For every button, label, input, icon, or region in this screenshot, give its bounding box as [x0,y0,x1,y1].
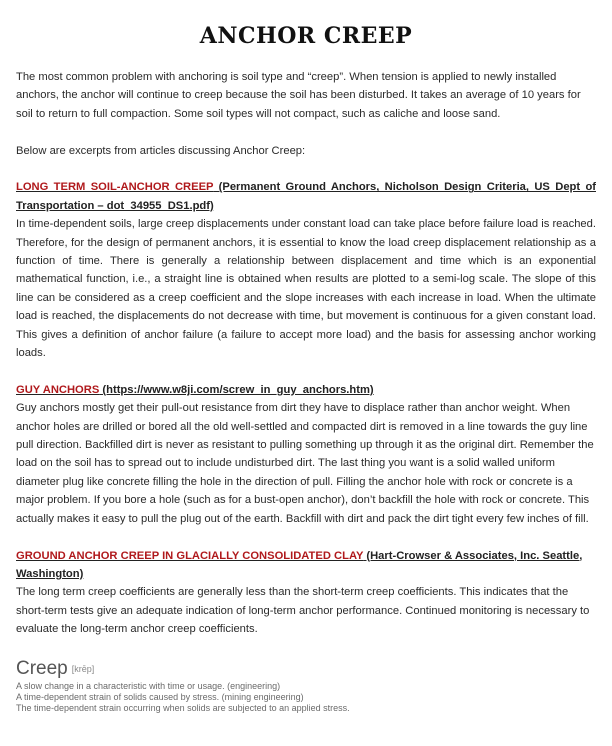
section-glacial-clay [16,547,596,639]
intro-paragraph: The most common problem with anchoring is soil type and “creep”. When tension is applied to newly installed anchors, the anchor will continue to creep because the soil has been disturbed. It takes an average of 10 years for soil to return to full compaction. Some soil types will not compact, such as caliche and loose sand. [16,71,581,120]
section-heading-source: (https://www.w8ji.com/screw_in_guy_anchors.htm) [99,383,374,396]
section-body: The long term creep coefficients are generally less than the short-term creep coefficients. This indicates that the short-term tests give an adequate indication of long-term anchor performance. Continued monitoring is necessary to evaluate the long-term anchor creep coefficients. [16,586,590,636]
section-heading [16,381,596,399]
definition-line: A slow change in a characteristic with time or usage. (engineering) [16,680,281,691]
section-heading-source: (Permanent Ground Anchors, Nicholson Design Criteria, US Dept of Transportation – dot_34955_DS1.pdf) [16,181,596,212]
section-heading [16,178,596,215]
definition-line: The time-dependent strain occurring when solids are subjected to an applied stress. [16,702,350,713]
section-heading-title: GUY ANCHORS [16,383,100,396]
creep-definition [16,657,596,714]
definition-phonetic: [krēp] [71,663,95,674]
definition-line: A time-dependent strain of solids caused by stress. (mining engineering) [16,691,304,702]
section-body: Guy anchors mostly get their pull-out resistance from dirt they have to displace rather than anchor weight. When anchor holes are drilled or bored all the old well-settled and compacted dirt is removed in a line towards the guy line pull direction. Backfilled dirt is never as resistant to pulling something up through it as the original dirt. Remember the load on the soil has to spread out to include undisturbed dirt. The last thing you want is a solid walled uniform diameter plug like concrete filling the hole in the direction of pull. Filling the anchor hole with rock or concrete is a major problem. If you bore a hole (such as for a bust-open anchor), don’t backfill the hole with rock or concrete. This actually makes it easy to pull the plug out of the earth. Backfill with dirt and pack the dirt tight every few inches of fill. [16,402,594,525]
section-heading-source: (Hart-Crowser & Associates, Inc. Seattle, Washington) [16,549,583,580]
excerpts-intro: Below are excerpts from articles discussing Anchor Creep: [16,144,306,157]
section-body: In time-dependent soils, large creep displacements under constant load can take place before failure load is reached. Therefore, for the design of permanent anchors, it is essential to know the load creep displacement relationship as a function of time. There is generally a relationship between displacement and time which is an exponential mathematical function, i.e., a straight line is obtained when results are plotted to a semi-log scale. The slope of this line can be considered as a creep coefficient and the slope increases with each increase in load. When the ultimate load is reached, the displacements do not decrease with time, but movement is continuous for a given constant load. This gives a definition of anchor failure (a failure to accept more load) and the basis for assessing anchor working loads. [16,218,596,360]
section-heading-title: GROUND ANCHOR CREEP IN GLACIALLY CONSOLIDATED CLAY [16,549,364,562]
section-heading [16,547,596,584]
definition-header [16,657,596,681]
definition-word: Creep [16,657,68,679]
section-long-term-creep [16,178,596,362]
section-guy-anchors [16,381,596,528]
section-heading-title: LONG TERM SOIL-ANCHOR CREEP [16,181,214,194]
page-title: ANCHOR CREEP [199,23,413,49]
